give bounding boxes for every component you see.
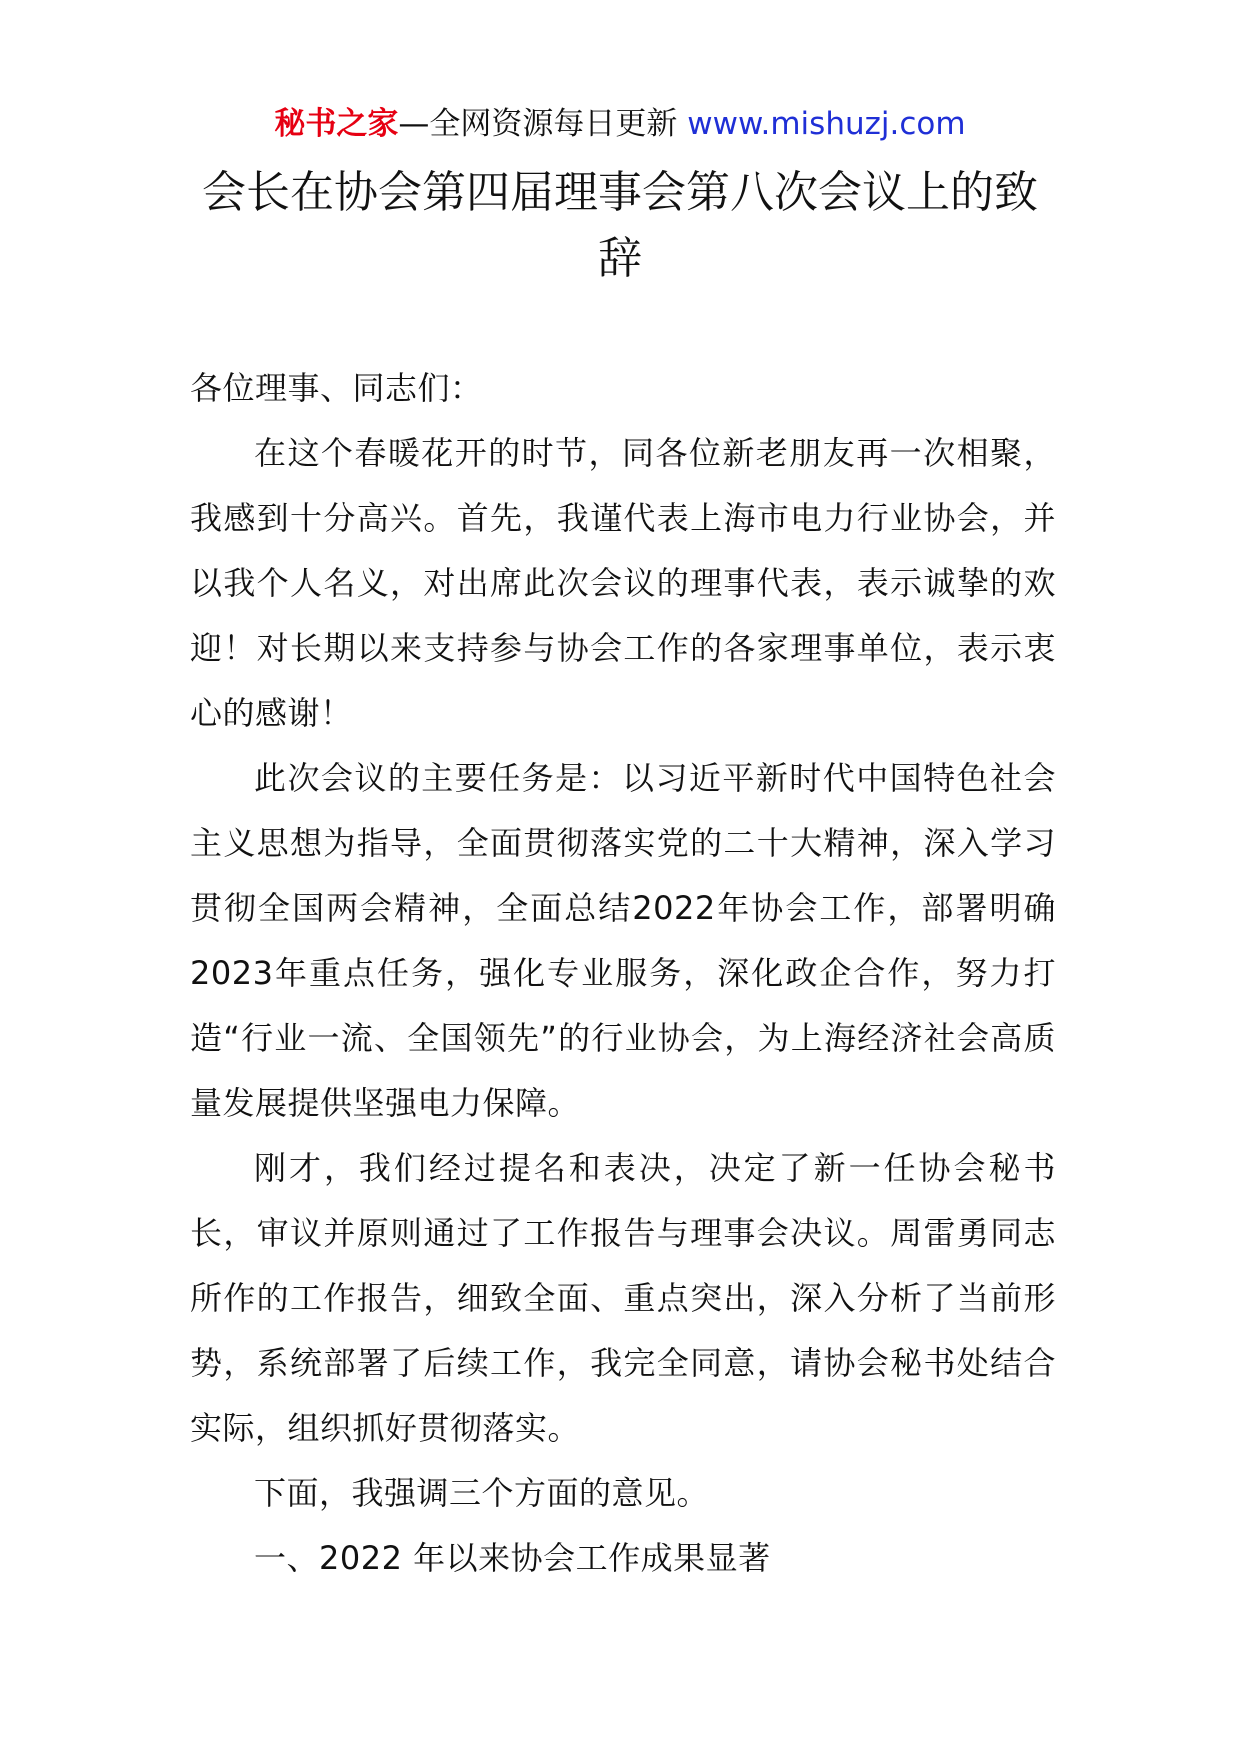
brand-name: 秘书之家 (274, 106, 399, 142)
site-url-link[interactable]: www.mishuzj.com (687, 106, 966, 142)
brand-slogan: —全网资源每日更新 (398, 106, 678, 142)
paragraph-4: 下面，我强调三个方面的意见。 (254, 1474, 710, 1512)
paragraph-2: 此次会议的主要任务是：以习近平新时代中国特色社会主义思想为指导，全面贯彻落实党的二十大精神，深入学习贯彻全国两会精神，全面总结2022年协会工作，部署明确2023年重点任务，强化专业服务，深化政企合作，努力打造“行业一流、全国领先”的行业协会，为上海经济社会高质量发展提供坚强电力保障。 (190, 759, 1056, 1122)
site-header (0, 102, 1240, 146)
document-body (190, 356, 1056, 1591)
paragraph-3: 刚才，我们经过提名和表决，决定了新一任协会秘书长，审议并原则通过了工作报告与理事会决议。周雷勇同志所作的工作报告，细致全面、重点突出，深入分析了当前形势，系统部署了后续工作，我完全同意，请协会秘书处结合实际，组织抓好贯彻落实。 (190, 1149, 1056, 1447)
section-heading: 一、2022 年以来协会工作成果显著 (254, 1539, 771, 1577)
paragraph-1: 在这个春暖花开的时节，同各位新老朋友再一次相聚，我感到十分高兴。首先，我谨代表上海市电力行业协会，并以我个人名义，对出席此次会议的理事代表，表示诚挚的欢迎！对长期以来支持参与协会工作的各家理事单位，表示衷心的感谢！ (190, 434, 1056, 732)
document-title: 会长在协会第四届理事会第八次会议上的致辞 (202, 167, 1038, 284)
salutation: 各位理事、同志们： (190, 369, 483, 407)
